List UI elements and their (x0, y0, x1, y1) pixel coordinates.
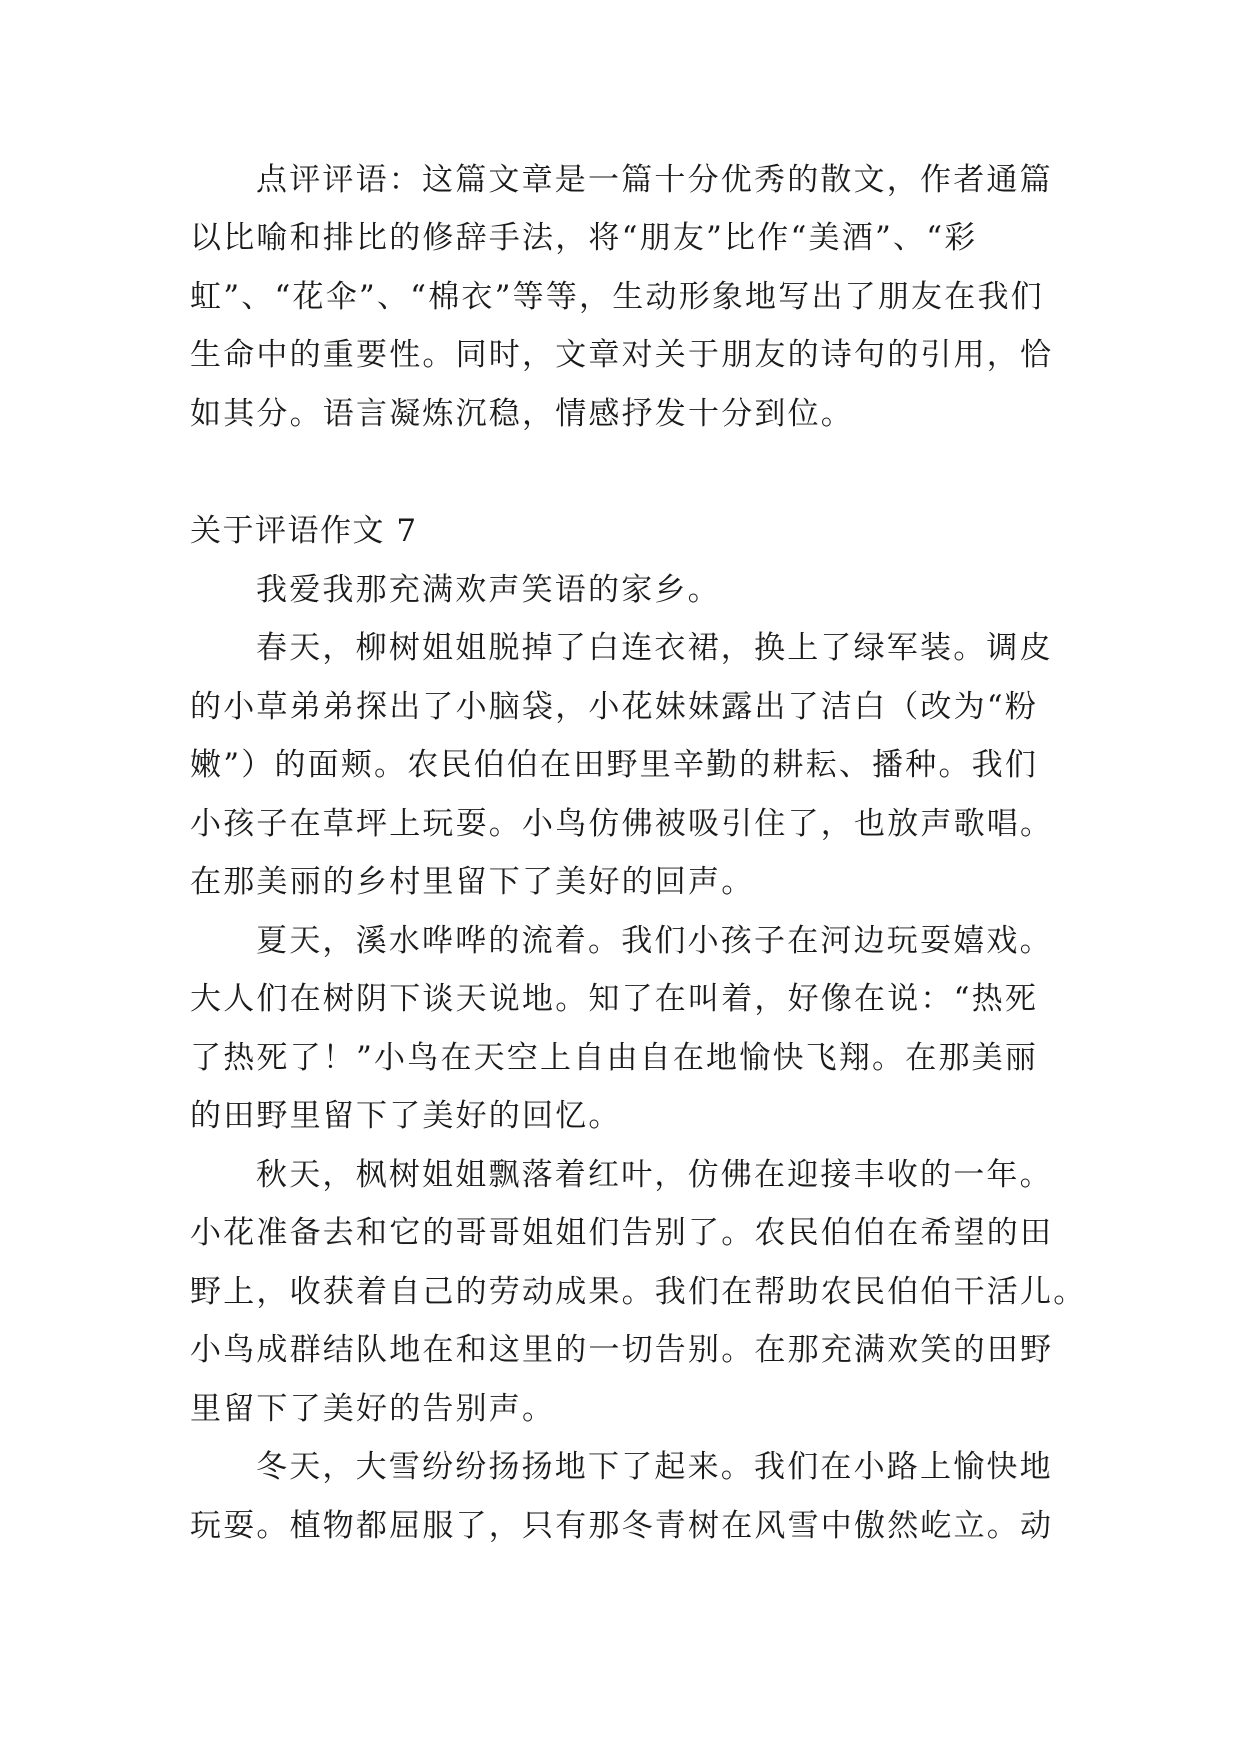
essay-line-1: 我爱我那充满欢声笑语的家乡。 (256, 572, 721, 608)
essay-line-2: 春天，柳树姐姐脱掉了白连衣裙，换上了绿军装。调皮 (256, 630, 1053, 666)
essay-line-15: 里留下了美好的告别声。 (190, 1391, 556, 1427)
section-heading: 关于评语作文 7 (190, 513, 418, 549)
essay-line-11: 秋天，枫树姐姐飘落着红叶，仿佛在迎接丰收的一年。 (256, 1157, 1053, 1193)
essay-line-14: 小鸟成群结队地在和这里的一切告别。在那充满欢笑的田野 (190, 1332, 1054, 1368)
essay-line-8: 大人们在树阴下谈天说地。知了在叫着，好像在说：“热死 (190, 981, 1039, 1017)
essay-line-3: 的小草弟弟探出了小脑袋，小花妹妹露出了洁白（改为“粉 (190, 689, 1039, 725)
essay-line-6: 在那美丽的乡村里留下了美好的回声。 (190, 864, 755, 900)
review-paragraph-line-5: 如其分。语言凝炼沉稳，情感抒发十分到位。 (190, 396, 854, 432)
essay-line-17: 玩耍。植物都屈服了，只有那冬青树在风雪中傲然屹立。动 (190, 1508, 1054, 1544)
essay-line-16: 冬天，大雪纷纷扬扬地下了起来。我们在小路上愉快地 (256, 1449, 1053, 1485)
essay-line-13: 野上，收获着自己的劳动成果。我们在帮助农民伯伯干活儿。 (190, 1274, 1087, 1310)
review-paragraph-line-4: 生命中的重要性。同时，文章对关于朋友的诗句的引用，恰 (190, 337, 1054, 373)
review-paragraph-line-1: 点评评语：这篇文章是一篇十分优秀的散文，作者通篇 (256, 162, 1053, 198)
essay-line-12: 小花准备去和它的哥哥姐姐们告别了。农民伯伯在希望的田 (190, 1215, 1054, 1251)
essay-line-4: 嫩”）的面颊。农民伯伯在田野里辛勤的耕耘、播种。我们 (190, 747, 1039, 783)
review-paragraph-line-3: 虹”、“花伞”、“棉衣”等等，生动形象地写出了朋友在我们 (190, 279, 1044, 315)
review-paragraph-line-2: 以比喻和排比的修辞手法，将“朋友”比作“美酒”、“彩 (190, 220, 978, 256)
essay-line-7: 夏天，溪水哗哗的流着。我们小孩子在河边玩耍嬉戏。 (256, 923, 1053, 959)
essay-line-10: 的田野里留下了美好的回忆。 (190, 1098, 622, 1134)
essay-line-9: 了热死了！”小鸟在天空上自由自在地愉快飞翔。在那美丽 (190, 1040, 1039, 1076)
essay-line-5: 小孩子在草坪上玩耍。小鸟仿佛被吸引住了，也放声歌唱。 (190, 806, 1054, 842)
